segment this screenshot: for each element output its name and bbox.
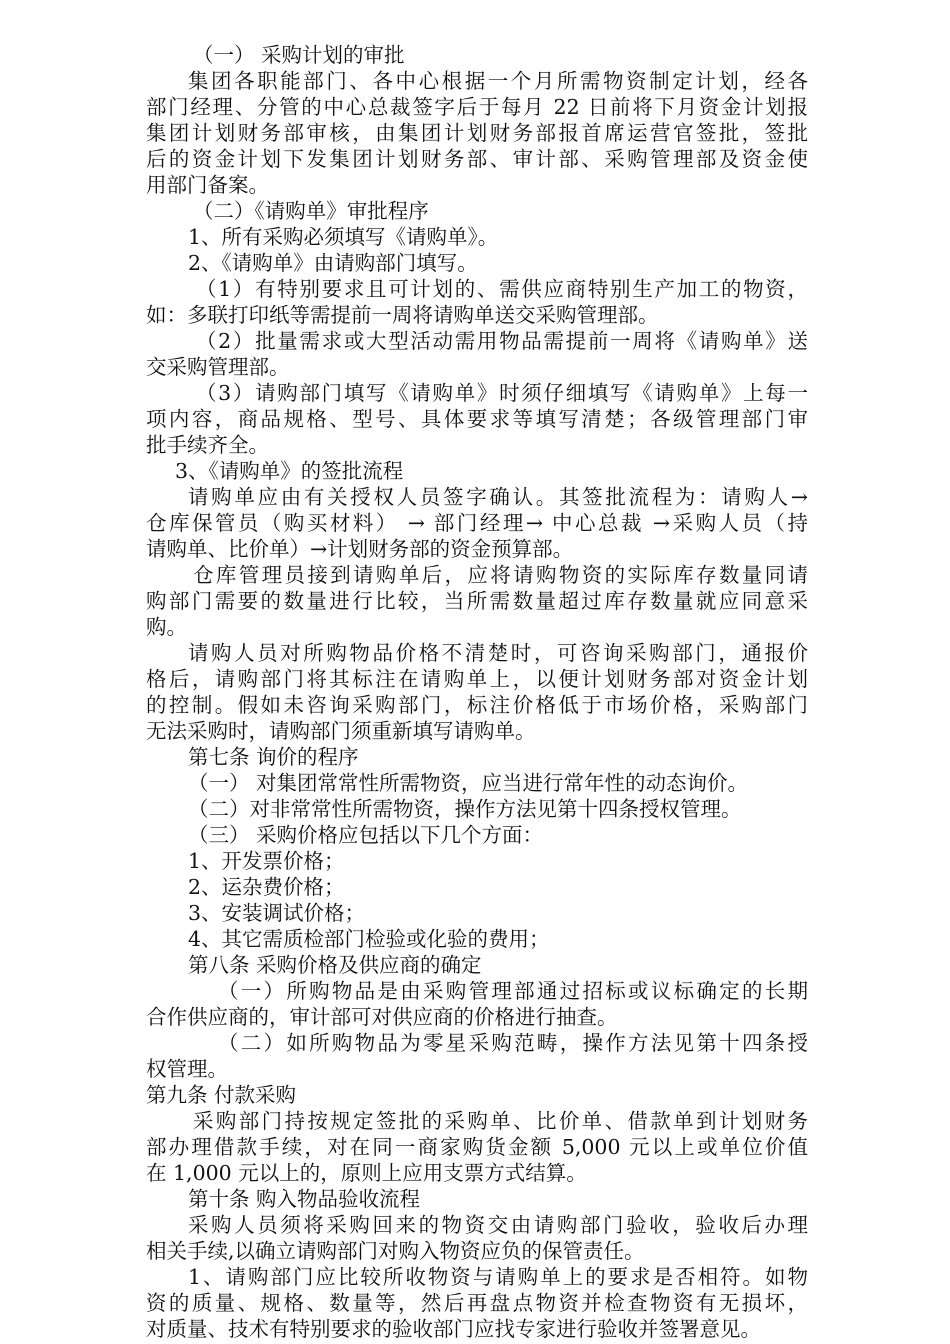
paragraph-line: 仓库保管员（购买材料） → 部门经理→ 中心总裁 →采购人员（持 [146, 511, 808, 535]
paragraph-line: 格后，请购部门将其标注在请购单上，以便计划财务部对资金计划 [146, 667, 808, 691]
paragraph-line: 请购单应由有关授权人员签字确认。其签批流程为：请购人→ [188, 485, 808, 509]
paragraph-line: 部办理借款手续，对在同一商家购货金额 5,000 元以上或单位价值 [146, 1135, 808, 1159]
paragraph-line: 集团各职能部门、各中心根据一个月所需物资制定计划，经各 [188, 69, 808, 93]
paragraph-line: 请购人员对所购物品价格不清楚时，可咨询采购部门，通报价 [188, 641, 808, 665]
paragraph-line: （1）有特别要求且可计划的、需供应商特别生产加工的物资， [196, 277, 808, 301]
paragraph-line: 如：多联打印纸等需提前一周将请购单送交采购管理部。 [146, 303, 659, 327]
list-item: 2、运杂费价格； [188, 875, 345, 899]
paragraph-line: 1、请购部门应比较所收物资与请购单上的要求是否相符。如物 [188, 1265, 808, 1289]
paragraph-line: 购。 [146, 615, 187, 639]
list-item: 3、安装调试价格； [188, 901, 366, 925]
paragraph-line: （3）请购部门填写《请购单》时须仔细填写《请购单》上每一 [196, 381, 808, 405]
article-heading: 第十条 购入物品验收流程 [188, 1187, 421, 1211]
list-item: 4、其它需质检部门检验或化验的费用； [188, 927, 550, 951]
section-heading: （一） 采购计划的审批 [193, 43, 405, 67]
list-item: 1、开发票价格； [188, 849, 345, 873]
paragraph-line: 部门经理、分管的中心总裁签字后于每月 22 日前将下月资金计划报 [146, 95, 808, 119]
article-heading: 第七条 询价的程序 [188, 745, 359, 769]
section-heading: （二）《请购单》审批程序 [193, 199, 429, 223]
paragraph-line: 相关手续,以确立请购部门对购入物资应负的保管责任。 [146, 1239, 645, 1263]
paragraph-line: 后的资金计划下发集团计划财务部、审计部、采购管理部及资金使 [146, 147, 808, 171]
article-heading: 第九条 付款采购 [146, 1083, 297, 1107]
paragraph-line: 请购单、比价单）→计划财务部的资金预算部。 [146, 537, 574, 561]
section-heading: 3、《请购单》的签批流程 [175, 459, 404, 483]
paragraph-line: 仓库管理员接到请购单后，应将请购物资的实际库存数量同请 [193, 563, 808, 587]
paragraph-line: 权管理。 [146, 1057, 228, 1081]
paragraph-line: 合作供应商的，审计部可对供应商的价格进行抽查。 [146, 1005, 618, 1029]
paragraph-line: 采购人员须将采购回来的物资交由请购部门验收，验收后办理 [188, 1213, 808, 1237]
paragraph-line: 批手续齐全。 [146, 433, 269, 457]
list-item: （二）对非常常性所需物资，操作方法见第十四条授权管理。 [188, 797, 742, 821]
paragraph-line: 交采购管理部。 [146, 355, 290, 379]
paragraph-line: 在 1,000 元以上的，原则上应用支票方式结算。 [146, 1161, 587, 1185]
paragraph-line: 采购部门持按规定签批的采购单、比价单、借款单到计划财务 [193, 1109, 808, 1133]
paragraph-line: 购部门需要的数量进行比较，当所需数量超过库存数量就应同意采 [146, 589, 808, 613]
paragraph-line: 用部门备案。 [146, 173, 269, 197]
list-item: （一） 对集团常常性所需物资，应当进行常年性的动态询价。 [188, 771, 749, 795]
list-item: 1、所有采购必须填写《请购单》。 [188, 225, 499, 249]
paragraph-line: 对质量、技术有特别要求的验收部门应找专家进行验收并签署意见。 [146, 1317, 761, 1341]
paragraph-line: 的控制。假如未咨询采购部门，标注价格低于市场价格，采购部门 [146, 693, 808, 717]
list-item: 2、《请购单》由请购部门填写。 [188, 251, 478, 275]
paragraph-line: （一）所购物品是由采购管理部通过招标或议标确定的长期 [218, 979, 808, 1003]
paragraph-line: 资的质量、规格、数量等，然后再盘点物资并检查物资有无损坏， [146, 1291, 808, 1315]
article-heading: 第八条 采购价格及供应商的确定 [188, 953, 482, 977]
paragraph-line: 集团计划财务部审核，由集团计划财务部报首席运营官签批，签批 [146, 121, 808, 145]
paragraph-line: （二）如所购物品为零星采购范畴，操作方法见第十四条授 [218, 1031, 808, 1055]
list-item: （三） 采购价格应包括以下几个方面： [188, 823, 544, 847]
paragraph-line: 项内容，商品规格、型号、具体要求等填写清楚；各级管理部门审 [146, 407, 808, 431]
paragraph-line: 无法采购时，请购部门须重新填写请购单。 [146, 719, 536, 743]
paragraph-line: （2）批量需求或大型活动需用物品需提前一周将《请购单》送 [196, 329, 808, 353]
